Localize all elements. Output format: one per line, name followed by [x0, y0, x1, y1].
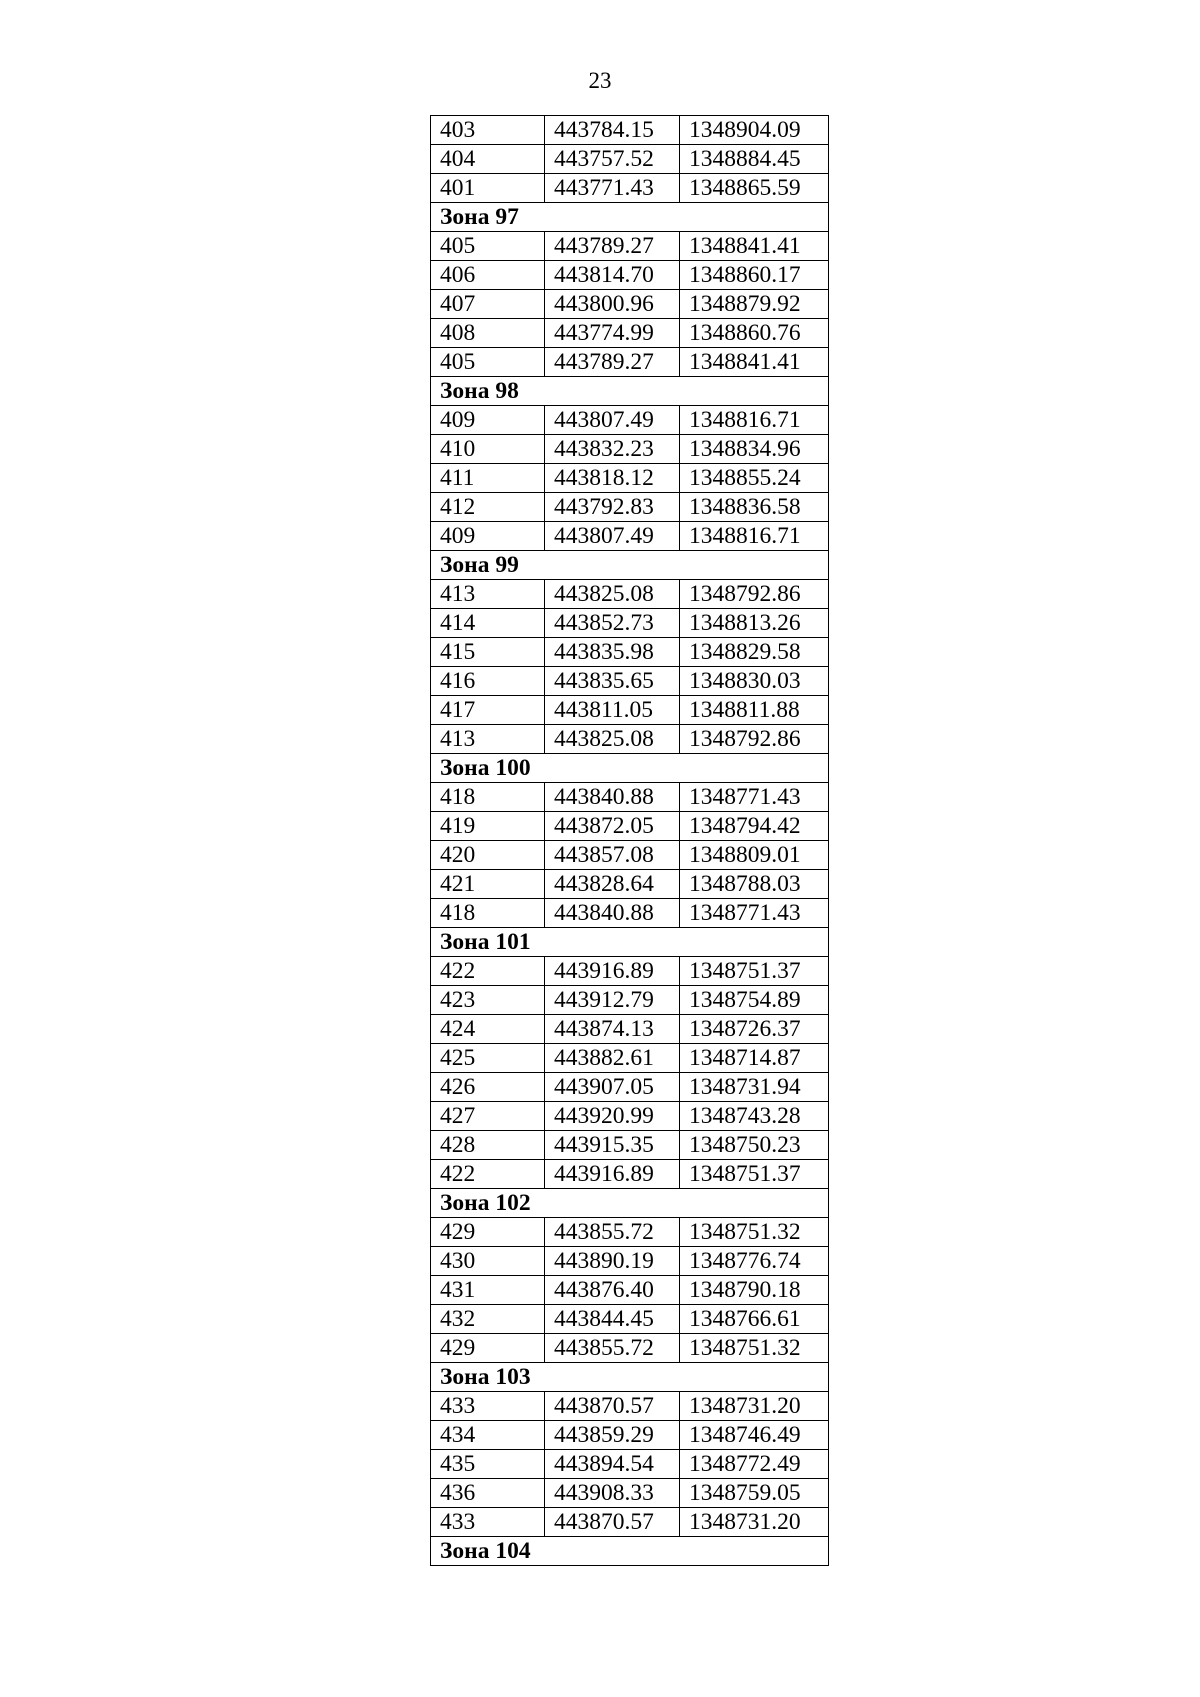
table-row: [431, 638, 829, 667]
coordinates-table-container: [430, 115, 828, 1566]
x-coordinate-cell: 443882.61: [545, 1044, 680, 1073]
x-coordinate-cell: 443840.88: [545, 783, 680, 812]
point-number-cell: 412: [431, 493, 545, 522]
point-number-cell: 418: [431, 783, 545, 812]
x-coordinate-cell: 443872.05: [545, 812, 680, 841]
y-coordinate-cell: 1348751.37: [680, 1160, 829, 1189]
point-number-cell: 417: [431, 696, 545, 725]
point-number-cell: 406: [431, 261, 545, 290]
y-coordinate-cell: 1348865.59: [680, 174, 829, 203]
y-coordinate-cell: 1348904.09: [680, 116, 829, 145]
x-coordinate-cell: 443757.52: [545, 145, 680, 174]
table-row: [431, 725, 829, 754]
y-coordinate-cell: 1348884.45: [680, 145, 829, 174]
table-row: [431, 406, 829, 435]
table-row: [431, 1131, 829, 1160]
y-coordinate-cell: 1348731.94: [680, 1073, 829, 1102]
y-coordinate-cell: 1348743.28: [680, 1102, 829, 1131]
table-row: [431, 493, 829, 522]
x-coordinate-cell: 443874.13: [545, 1015, 680, 1044]
table-row: [431, 667, 829, 696]
x-coordinate-cell: 443907.05: [545, 1073, 680, 1102]
table-row: [431, 1450, 829, 1479]
table-row: [431, 1276, 829, 1305]
coordinates-table-body: [431, 116, 829, 1566]
y-coordinate-cell: 1348792.86: [680, 580, 829, 609]
x-coordinate-cell: 443852.73: [545, 609, 680, 638]
point-number-cell: 409: [431, 522, 545, 551]
table-row: [431, 1305, 829, 1334]
zone-header-row: [431, 1537, 829, 1566]
table-row: [431, 609, 829, 638]
zone-header-row: [431, 203, 829, 232]
x-coordinate-cell: 443876.40: [545, 1276, 680, 1305]
x-coordinate-cell: 443908.33: [545, 1479, 680, 1508]
x-coordinate-cell: 443800.96: [545, 290, 680, 319]
zone-label: Зона 97: [431, 203, 829, 232]
point-number-cell: 429: [431, 1334, 545, 1363]
table-row: [431, 1218, 829, 1247]
zone-header-row: [431, 1189, 829, 1218]
point-number-cell: 420: [431, 841, 545, 870]
x-coordinate-cell: 443920.99: [545, 1102, 680, 1131]
x-coordinate-cell: 443916.89: [545, 1160, 680, 1189]
zone-header-row: [431, 928, 829, 957]
y-coordinate-cell: 1348772.49: [680, 1450, 829, 1479]
y-coordinate-cell: 1348751.37: [680, 957, 829, 986]
x-coordinate-cell: 443870.57: [545, 1392, 680, 1421]
table-row: [431, 145, 829, 174]
x-coordinate-cell: 443835.65: [545, 667, 680, 696]
point-number-cell: 404: [431, 145, 545, 174]
point-number-cell: 408: [431, 319, 545, 348]
x-coordinate-cell: 443771.43: [545, 174, 680, 203]
table-row: [431, 1479, 829, 1508]
table-row: [431, 1102, 829, 1131]
y-coordinate-cell: 1348759.05: [680, 1479, 829, 1508]
point-number-cell: 410: [431, 435, 545, 464]
x-coordinate-cell: 443840.88: [545, 899, 680, 928]
x-coordinate-cell: 443835.98: [545, 638, 680, 667]
table-row: [431, 348, 829, 377]
zone-label: Зона 103: [431, 1363, 829, 1392]
y-coordinate-cell: 1348771.43: [680, 899, 829, 928]
point-number-cell: 405: [431, 348, 545, 377]
table-row: [431, 580, 829, 609]
x-coordinate-cell: 443814.70: [545, 261, 680, 290]
table-row: [431, 435, 829, 464]
point-number-cell: 401: [431, 174, 545, 203]
y-coordinate-cell: 1348731.20: [680, 1508, 829, 1537]
x-coordinate-cell: 443855.72: [545, 1218, 680, 1247]
point-number-cell: 419: [431, 812, 545, 841]
y-coordinate-cell: 1348809.01: [680, 841, 829, 870]
point-number-cell: 430: [431, 1247, 545, 1276]
x-coordinate-cell: 443818.12: [545, 464, 680, 493]
y-coordinate-cell: 1348751.32: [680, 1218, 829, 1247]
x-coordinate-cell: 443844.45: [545, 1305, 680, 1334]
point-number-cell: 433: [431, 1508, 545, 1537]
table-row: [431, 522, 829, 551]
point-number-cell: 435: [431, 1450, 545, 1479]
y-coordinate-cell: 1348813.26: [680, 609, 829, 638]
page-number: 23: [588, 68, 612, 93]
y-coordinate-cell: 1348841.41: [680, 348, 829, 377]
point-number-cell: 422: [431, 1160, 545, 1189]
point-number-cell: 415: [431, 638, 545, 667]
table-row: [431, 1508, 829, 1537]
point-number-cell: 405: [431, 232, 545, 261]
zone-label: Зона 100: [431, 754, 829, 783]
point-number-cell: 428: [431, 1131, 545, 1160]
point-number-cell: 413: [431, 580, 545, 609]
table-row: [431, 1421, 829, 1450]
table-row: [431, 1073, 829, 1102]
y-coordinate-cell: 1348788.03: [680, 870, 829, 899]
point-number-cell: 433: [431, 1392, 545, 1421]
table-row: [431, 783, 829, 812]
y-coordinate-cell: 1348751.32: [680, 1334, 829, 1363]
zone-header-row: [431, 551, 829, 580]
table-row: [431, 1044, 829, 1073]
zone-label: Зона 98: [431, 377, 829, 406]
x-coordinate-cell: 443825.08: [545, 580, 680, 609]
x-coordinate-cell: 443832.23: [545, 435, 680, 464]
point-number-cell: 414: [431, 609, 545, 638]
zone-header-row: [431, 377, 829, 406]
point-number-cell: 413: [431, 725, 545, 754]
point-number-cell: 427: [431, 1102, 545, 1131]
y-coordinate-cell: 1348726.37: [680, 1015, 829, 1044]
point-number-cell: 434: [431, 1421, 545, 1450]
table-row: [431, 696, 829, 725]
y-coordinate-cell: 1348841.41: [680, 232, 829, 261]
y-coordinate-cell: 1348834.96: [680, 435, 829, 464]
y-coordinate-cell: 1348792.86: [680, 725, 829, 754]
y-coordinate-cell: 1348836.58: [680, 493, 829, 522]
y-coordinate-cell: 1348860.76: [680, 319, 829, 348]
x-coordinate-cell: 443789.27: [545, 232, 680, 261]
x-coordinate-cell: 443857.08: [545, 841, 680, 870]
table-row: [431, 290, 829, 319]
x-coordinate-cell: 443915.35: [545, 1131, 680, 1160]
table-row: [431, 1160, 829, 1189]
x-coordinate-cell: 443792.83: [545, 493, 680, 522]
table-row: [431, 1392, 829, 1421]
y-coordinate-cell: 1348714.87: [680, 1044, 829, 1073]
table-row: [431, 1247, 829, 1276]
zone-label: Зона 99: [431, 551, 829, 580]
y-coordinate-cell: 1348816.71: [680, 522, 829, 551]
x-coordinate-cell: 443870.57: [545, 1508, 680, 1537]
y-coordinate-cell: 1348829.58: [680, 638, 829, 667]
x-coordinate-cell: 443855.72: [545, 1334, 680, 1363]
point-number-cell: 411: [431, 464, 545, 493]
x-coordinate-cell: 443828.64: [545, 870, 680, 899]
table-row: [431, 841, 829, 870]
x-coordinate-cell: 443784.15: [545, 116, 680, 145]
table-row: [431, 1334, 829, 1363]
point-number-cell: 429: [431, 1218, 545, 1247]
x-coordinate-cell: 443890.19: [545, 1247, 680, 1276]
y-coordinate-cell: 1348816.71: [680, 406, 829, 435]
x-coordinate-cell: 443825.08: [545, 725, 680, 754]
point-number-cell: 409: [431, 406, 545, 435]
y-coordinate-cell: 1348731.20: [680, 1392, 829, 1421]
point-number-cell: 424: [431, 1015, 545, 1044]
zone-header-row: [431, 1363, 829, 1392]
x-coordinate-cell: 443811.05: [545, 696, 680, 725]
y-coordinate-cell: 1348879.92: [680, 290, 829, 319]
point-number-cell: 423: [431, 986, 545, 1015]
y-coordinate-cell: 1348790.18: [680, 1276, 829, 1305]
y-coordinate-cell: 1348855.24: [680, 464, 829, 493]
coordinates-table: [430, 115, 829, 1566]
x-coordinate-cell: 443916.89: [545, 957, 680, 986]
point-number-cell: 432: [431, 1305, 545, 1334]
x-coordinate-cell: 443807.49: [545, 522, 680, 551]
y-coordinate-cell: 1348776.74: [680, 1247, 829, 1276]
zone-header-row: [431, 754, 829, 783]
x-coordinate-cell: 443774.99: [545, 319, 680, 348]
y-coordinate-cell: 1348746.49: [680, 1421, 829, 1450]
x-coordinate-cell: 443912.79: [545, 986, 680, 1015]
table-row: [431, 319, 829, 348]
y-coordinate-cell: 1348860.17: [680, 261, 829, 290]
y-coordinate-cell: 1348794.42: [680, 812, 829, 841]
table-row: [431, 812, 829, 841]
point-number-cell: 407: [431, 290, 545, 319]
point-number-cell: 416: [431, 667, 545, 696]
table-row: [431, 232, 829, 261]
zone-label: Зона 104: [431, 1537, 829, 1566]
point-number-cell: 436: [431, 1479, 545, 1508]
x-coordinate-cell: 443789.27: [545, 348, 680, 377]
point-number-cell: 403: [431, 116, 545, 145]
x-coordinate-cell: 443859.29: [545, 1421, 680, 1450]
point-number-cell: 418: [431, 899, 545, 928]
zone-label: Зона 102: [431, 1189, 829, 1218]
table-row: [431, 957, 829, 986]
y-coordinate-cell: 1348771.43: [680, 783, 829, 812]
point-number-cell: 431: [431, 1276, 545, 1305]
point-number-cell: 425: [431, 1044, 545, 1073]
table-row: [431, 116, 829, 145]
y-coordinate-cell: 1348750.23: [680, 1131, 829, 1160]
table-row: [431, 986, 829, 1015]
table-row: [431, 899, 829, 928]
y-coordinate-cell: 1348830.03: [680, 667, 829, 696]
table-row: [431, 1015, 829, 1044]
table-row: [431, 261, 829, 290]
point-number-cell: 421: [431, 870, 545, 899]
point-number-cell: 426: [431, 1073, 545, 1102]
y-coordinate-cell: 1348811.88: [680, 696, 829, 725]
y-coordinate-cell: 1348766.61: [680, 1305, 829, 1334]
x-coordinate-cell: 443807.49: [545, 406, 680, 435]
x-coordinate-cell: 443894.54: [545, 1450, 680, 1479]
zone-label: Зона 101: [431, 928, 829, 957]
y-coordinate-cell: 1348754.89: [680, 986, 829, 1015]
point-number-cell: 422: [431, 957, 545, 986]
table-row: [431, 870, 829, 899]
table-row: [431, 174, 829, 203]
table-row: [431, 464, 829, 493]
